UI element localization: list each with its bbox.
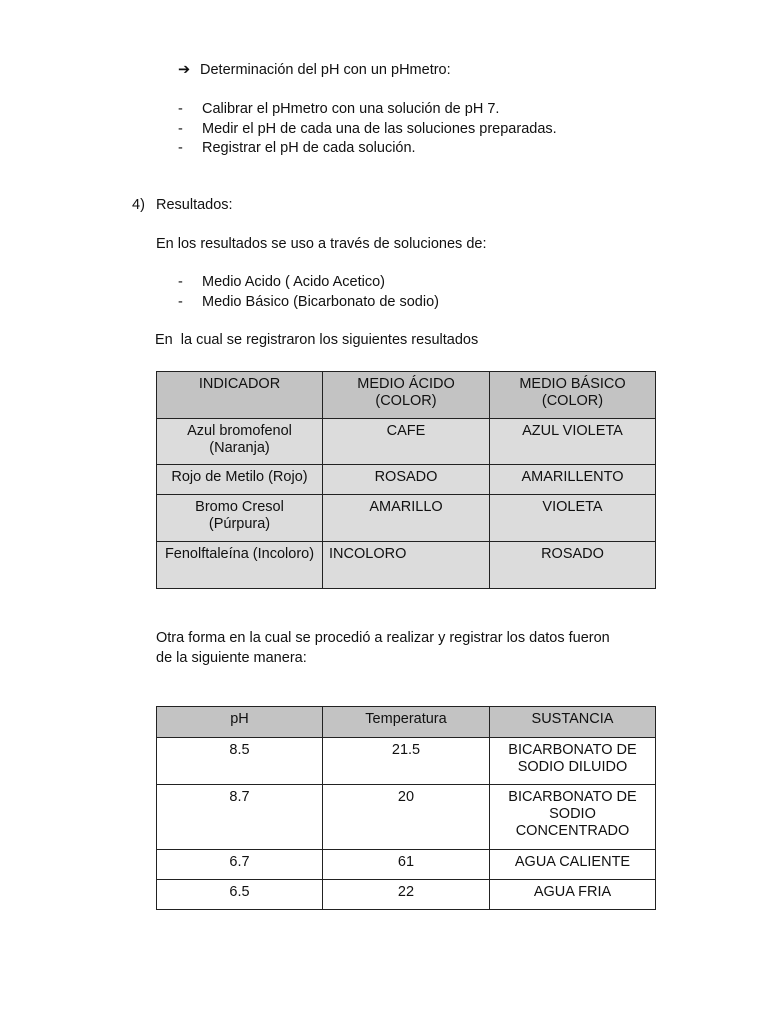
table-cell: BICARBONATO DE SODIO DILUIDO	[490, 738, 656, 785]
table-cell: 6.7	[157, 850, 323, 880]
table-cell: AGUA CALIENTE	[490, 850, 656, 880]
table-header-cell: pH	[157, 707, 323, 738]
table-header-cell: Temperatura	[323, 707, 490, 738]
table-cell: BICARBONATO DE SODIO CONCENTRADO	[490, 785, 656, 850]
results-heading	[132, 196, 233, 214]
dash-bullet: -	[178, 140, 183, 156]
table-cell: VIOLETA	[490, 495, 656, 542]
table-cell: AGUA FRIA	[490, 880, 656, 910]
table-row	[157, 419, 656, 465]
table-cell: AMARILLO	[323, 495, 490, 542]
table-row	[157, 850, 656, 880]
ph-temperature-table	[156, 706, 656, 910]
dash-bullet: -	[178, 274, 183, 290]
table-cell: Bromo Cresol (Púrpura)	[157, 495, 323, 542]
results-intro: En los resultados se uso a través de soluciones de:	[156, 236, 487, 252]
dash-bullet: -	[178, 294, 183, 310]
table-header-row	[157, 372, 656, 419]
table-cell: ROSADO	[490, 542, 656, 589]
table-cell: CAFE	[323, 419, 490, 465]
table-header-cell: MEDIO ÁCIDO (COLOR)	[323, 372, 490, 419]
ph-section-heading: ➔ Determinación del pH con un pHmetro:	[178, 62, 451, 78]
indicator-table	[156, 371, 656, 589]
table-cell: AZUL VIOLETA	[490, 419, 656, 465]
arrow-right-icon: ➔	[178, 62, 191, 78]
section-number: 4)	[132, 197, 145, 213]
table-header-cell: MEDIO BÁSICO (COLOR)	[490, 372, 656, 419]
table-cell: 20	[323, 785, 490, 850]
dash-bullet: -	[178, 101, 183, 117]
table-cell: INCOLORO	[323, 542, 490, 589]
table-row	[157, 880, 656, 910]
table-row	[157, 738, 656, 785]
table-cell: 8.7	[157, 785, 323, 850]
table-cell: ROSADO	[323, 465, 490, 495]
table-cell: 61	[323, 850, 490, 880]
table-cell: 8.5	[157, 738, 323, 785]
table-row	[157, 495, 656, 542]
table-header-cell: SUSTANCIA	[490, 707, 656, 738]
table-cell: Azul bromofenol (Naranja)	[157, 419, 323, 465]
table-cell: AMARILLENTO	[490, 465, 656, 495]
dash-bullet: -	[178, 121, 183, 137]
table-cell: Fenolftaleína (Incoloro)	[157, 542, 323, 589]
table-cell: 22	[323, 880, 490, 910]
table-cell: Rojo de Metilo (Rojo)	[157, 465, 323, 495]
table-header-row	[157, 707, 656, 738]
table-row	[157, 785, 656, 850]
section-title: Resultados:	[156, 197, 233, 213]
table-row	[157, 465, 656, 495]
other-form-line1: Otra forma en la cual se procedió a realizar y registrar los datos fueron	[156, 630, 610, 646]
table-cell: 6.5	[157, 880, 323, 910]
other-form-line2: de la siguiente manera:	[156, 650, 307, 666]
table-row	[157, 542, 656, 589]
table-header-cell: INDICADOR	[157, 372, 323, 419]
results-registered-text: En la cual se registraron los siguientes resultados	[155, 332, 479, 348]
table-cell: 21.5	[323, 738, 490, 785]
